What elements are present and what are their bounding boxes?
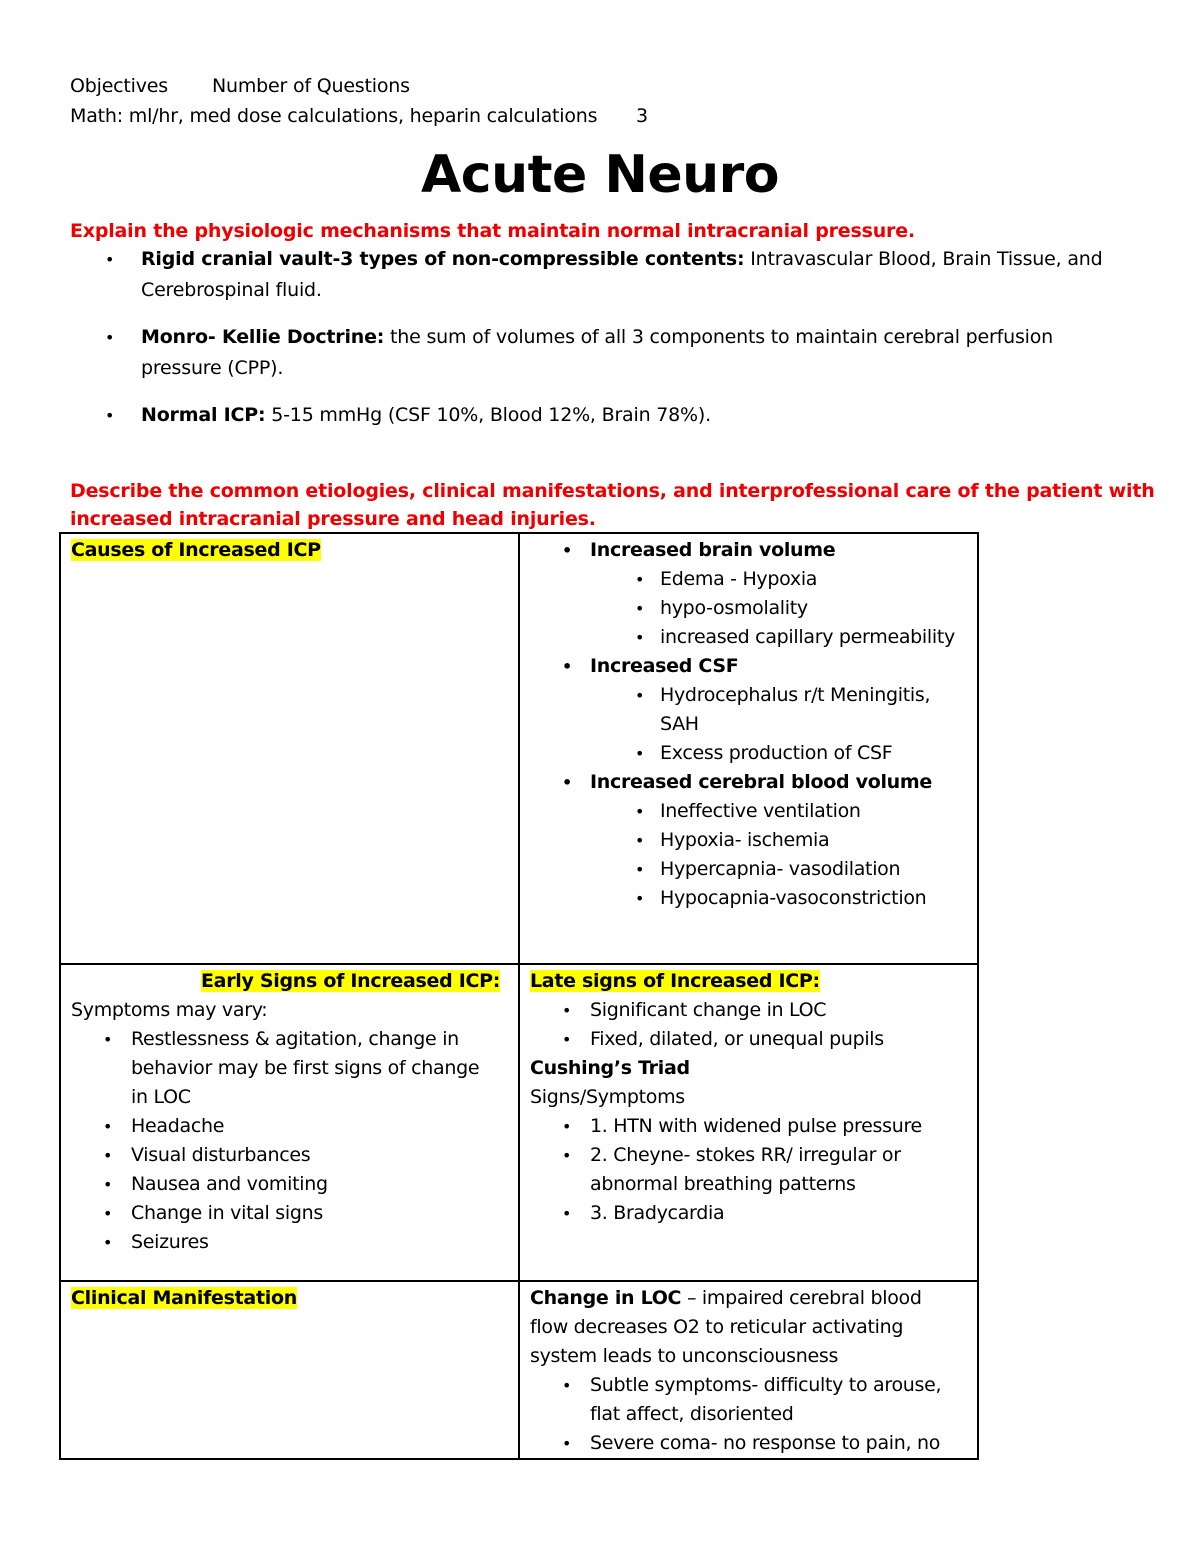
list-item: • 1. HTN with widened pulse pressure xyxy=(530,1112,957,1141)
list-item: • Nausea and vomiting xyxy=(71,1170,498,1199)
section1-bullet-2: • Monro- Kellie Doctrine: the sum of volumes of all 3 components to maintain cerebral perfusion pressure (CPP). xyxy=(70,322,1070,384)
list-item: • Headache xyxy=(71,1112,498,1141)
bullet-2-text2: pressure (CPP). xyxy=(141,357,284,379)
list-item: • Seizures xyxy=(71,1228,498,1257)
bullet-1-bold: Rigid cranial vault-3 types of non-compressible contents: xyxy=(141,248,745,270)
list-item: • Subtle symptoms- difficulty to arouse, flat affect, disoriented xyxy=(530,1371,957,1429)
icp-table xyxy=(59,532,979,1460)
section2-heading-2: increased intracranial pressure and head injuries. xyxy=(70,508,596,530)
list-item: • Excess production of CSF xyxy=(590,739,967,768)
cushing-label: Cushing’s Triad xyxy=(530,1057,690,1079)
section1-bullet-1: • Rigid cranial vault-3 types of non-compressible contents: Intravascular Blood, Brain Tissue, and Cerebrospinal fluid. xyxy=(70,244,1070,306)
math-count: 3 xyxy=(636,105,648,127)
questions-label: Number of Questions xyxy=(212,75,410,97)
bullet-1-text: Intravascular Blood, Brain Tissue, and xyxy=(744,248,1103,270)
early-intro: Symptoms may vary: xyxy=(71,999,268,1021)
table-row xyxy=(60,533,978,964)
list-item: • 3. Bradycardia xyxy=(530,1199,957,1228)
causes-cell xyxy=(519,533,978,964)
section2-heading-1: Describe the common etiologies, clinical manifestations, and interprofessional care of the patient with xyxy=(70,480,1155,502)
list-item: • Increased cerebral blood volume • Ineffective ventilation • Hypoxia- ischemia • Hypercapnia- vasodilation • Hypocapnia-vasoconstriction xyxy=(530,768,967,913)
list-item: • Significant change in LOC xyxy=(530,996,967,1025)
list-item: • hypo-osmolality xyxy=(590,594,967,623)
list-item: • Restlessness & agitation, change in behavior may be first signs of change in LOC xyxy=(71,1025,498,1112)
section1-bullet-3: • Normal ICP: 5-15 mmHg (CSF 10%, Blood 12%, Brain 78%). xyxy=(105,404,711,426)
list-item: • 2. Cheyne- stokes RR/ irregular or abnormal breathing patterns xyxy=(530,1141,957,1199)
list-item: • Increased brain volume • Edema - Hypoxia • hypo-osmolality • increased capillary permeability xyxy=(530,536,967,652)
bullet-2-bold: Monro- Kellie Doctrine: xyxy=(141,326,385,348)
list-item: • Hypercapnia- vasodilation xyxy=(590,855,967,884)
bullet-2-text: the sum of volumes of all 3 components to maintain cerebral perfusion xyxy=(384,326,1054,348)
late-signs-cell xyxy=(519,964,978,1281)
list-item: • Hydrocephalus r/t Meningitis, SAH xyxy=(590,681,967,739)
early-signs-label: Early Signs of Increased ICP: xyxy=(201,970,501,992)
loc-text: – impaired cerebral blood flow decreases O2 to reticular activating system leads to unconsciousness xyxy=(530,1287,922,1367)
table-row xyxy=(60,964,978,1281)
list-item: • Fixed, dilated, or unequal pupils xyxy=(530,1025,967,1054)
list-item: • Change in vital signs xyxy=(71,1199,498,1228)
bullet-3-bold: Normal ICP: xyxy=(141,404,266,426)
causes-label-cell xyxy=(60,533,519,964)
loc-bold: Change in LOC xyxy=(530,1287,682,1309)
list-item: • Ineffective ventilation xyxy=(590,797,967,826)
late-signs-label: Late signs of Increased ICP: xyxy=(530,970,820,992)
loc-cell xyxy=(519,1281,978,1459)
early-signs-cell xyxy=(60,964,519,1281)
page-title: Acute Neuro xyxy=(421,145,779,205)
list-item: • increased capillary permeability xyxy=(590,623,967,652)
clinical-label-cell xyxy=(60,1281,519,1459)
bullet-1-text2: Cerebrospinal fluid. xyxy=(141,279,322,301)
list-item: • Increased CSF • Hydrocephalus r/t Meningitis, SAH • Excess production of CSF xyxy=(530,652,967,768)
list-item: • Hypoxia- ischemia xyxy=(590,826,967,855)
cushing-sub: Signs/Symptoms xyxy=(530,1086,685,1108)
list-item: • Edema - Hypoxia xyxy=(590,565,967,594)
objectives-label: Objectives xyxy=(70,75,168,97)
list-item: • Visual disturbances xyxy=(71,1141,498,1170)
list-item: • Severe coma- no response to pain, no xyxy=(530,1429,957,1458)
list-item: • Hypocapnia-vasoconstriction xyxy=(590,884,967,913)
table-row xyxy=(60,1281,978,1459)
causes-label: Causes of Increased ICP xyxy=(71,539,321,561)
bullet-3-text: 5-15 mmHg (CSF 10%, Blood 12%, Brain 78%). xyxy=(265,404,711,426)
clinical-label: Clinical Manifestation xyxy=(71,1287,297,1309)
math-line: Math: ml/hr, med dose calculations, heparin calculations xyxy=(70,105,598,127)
section1-heading: Explain the physiologic mechanisms that maintain normal intracranial pressure. xyxy=(70,220,915,242)
